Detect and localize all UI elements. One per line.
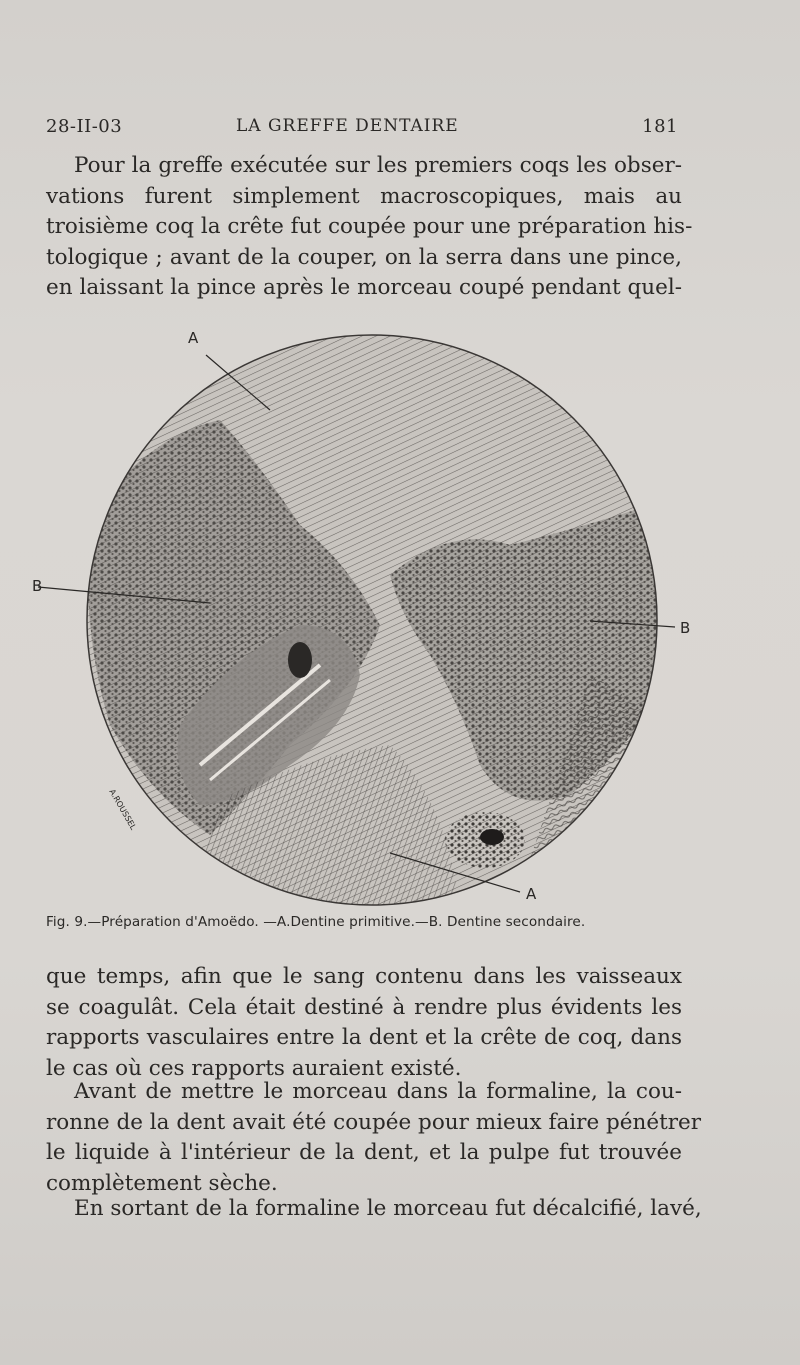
text-line: Pour la greffe exécutée sur les premiers coqs les obser-	[74, 153, 682, 178]
header-date: 28-II-03	[46, 116, 123, 137]
label-b-left: B	[32, 577, 43, 595]
page-number: 181	[642, 116, 678, 137]
text-line: ronne de la dent avait été coupée pour mieux faire pénétrer	[46, 1109, 701, 1135]
text-line: le liquide à l'intérieur de la dent, et la pulpe fut trouvée	[46, 1140, 682, 1166]
paragraph-1	[46, 151, 693, 304]
figure-caption: Fig. 9.—Préparation d'Amoëdo. —A.Dentine primitive.—B. Dentine secondaire.	[46, 914, 586, 930]
engraver-signature: A.ROUSSEL	[107, 787, 138, 832]
text-line: rapports vasculaires entre la dent et la crête de coq, dans	[46, 1025, 682, 1051]
paragraph-3	[46, 1077, 701, 1199]
text-line: complètement sèche.	[46, 1170, 278, 1196]
header-title: LA GREFFE DENTAIRE	[236, 116, 459, 136]
paragraph-4	[46, 1194, 702, 1225]
text-line: que temps, afin que le sang contenu dans les vaisseaux	[46, 964, 682, 989]
label-a-bottom: A	[526, 885, 537, 903]
text-line: En sortant de la formaline le morceau fut décalcifié, lavé,	[74, 1196, 702, 1221]
text-line: tologique ; avant de la couper, on la serra dans une pince,	[46, 244, 682, 270]
microscope-figure	[30, 325, 700, 915]
text-line: vations furent simplement macroscopiques, mais au	[46, 183, 682, 209]
label-a-top: A	[188, 329, 199, 347]
text-line: en laissant la pince après le morceau coupé pendant quel-	[46, 275, 682, 301]
running-header	[46, 116, 678, 142]
text-line: se coagulât. Cela était destiné à rendre plus évidents les	[46, 994, 682, 1020]
text-line: le cas où ces rapports auraient existé.	[46, 1055, 462, 1081]
paragraph-2	[46, 962, 682, 1084]
text-line: Avant de mettre le morceau dans la formaline, la cou-	[74, 1079, 682, 1104]
label-b-right: B	[680, 619, 691, 637]
text-line: troisième coq la crête fut coupée pour une préparation his-	[46, 214, 693, 240]
